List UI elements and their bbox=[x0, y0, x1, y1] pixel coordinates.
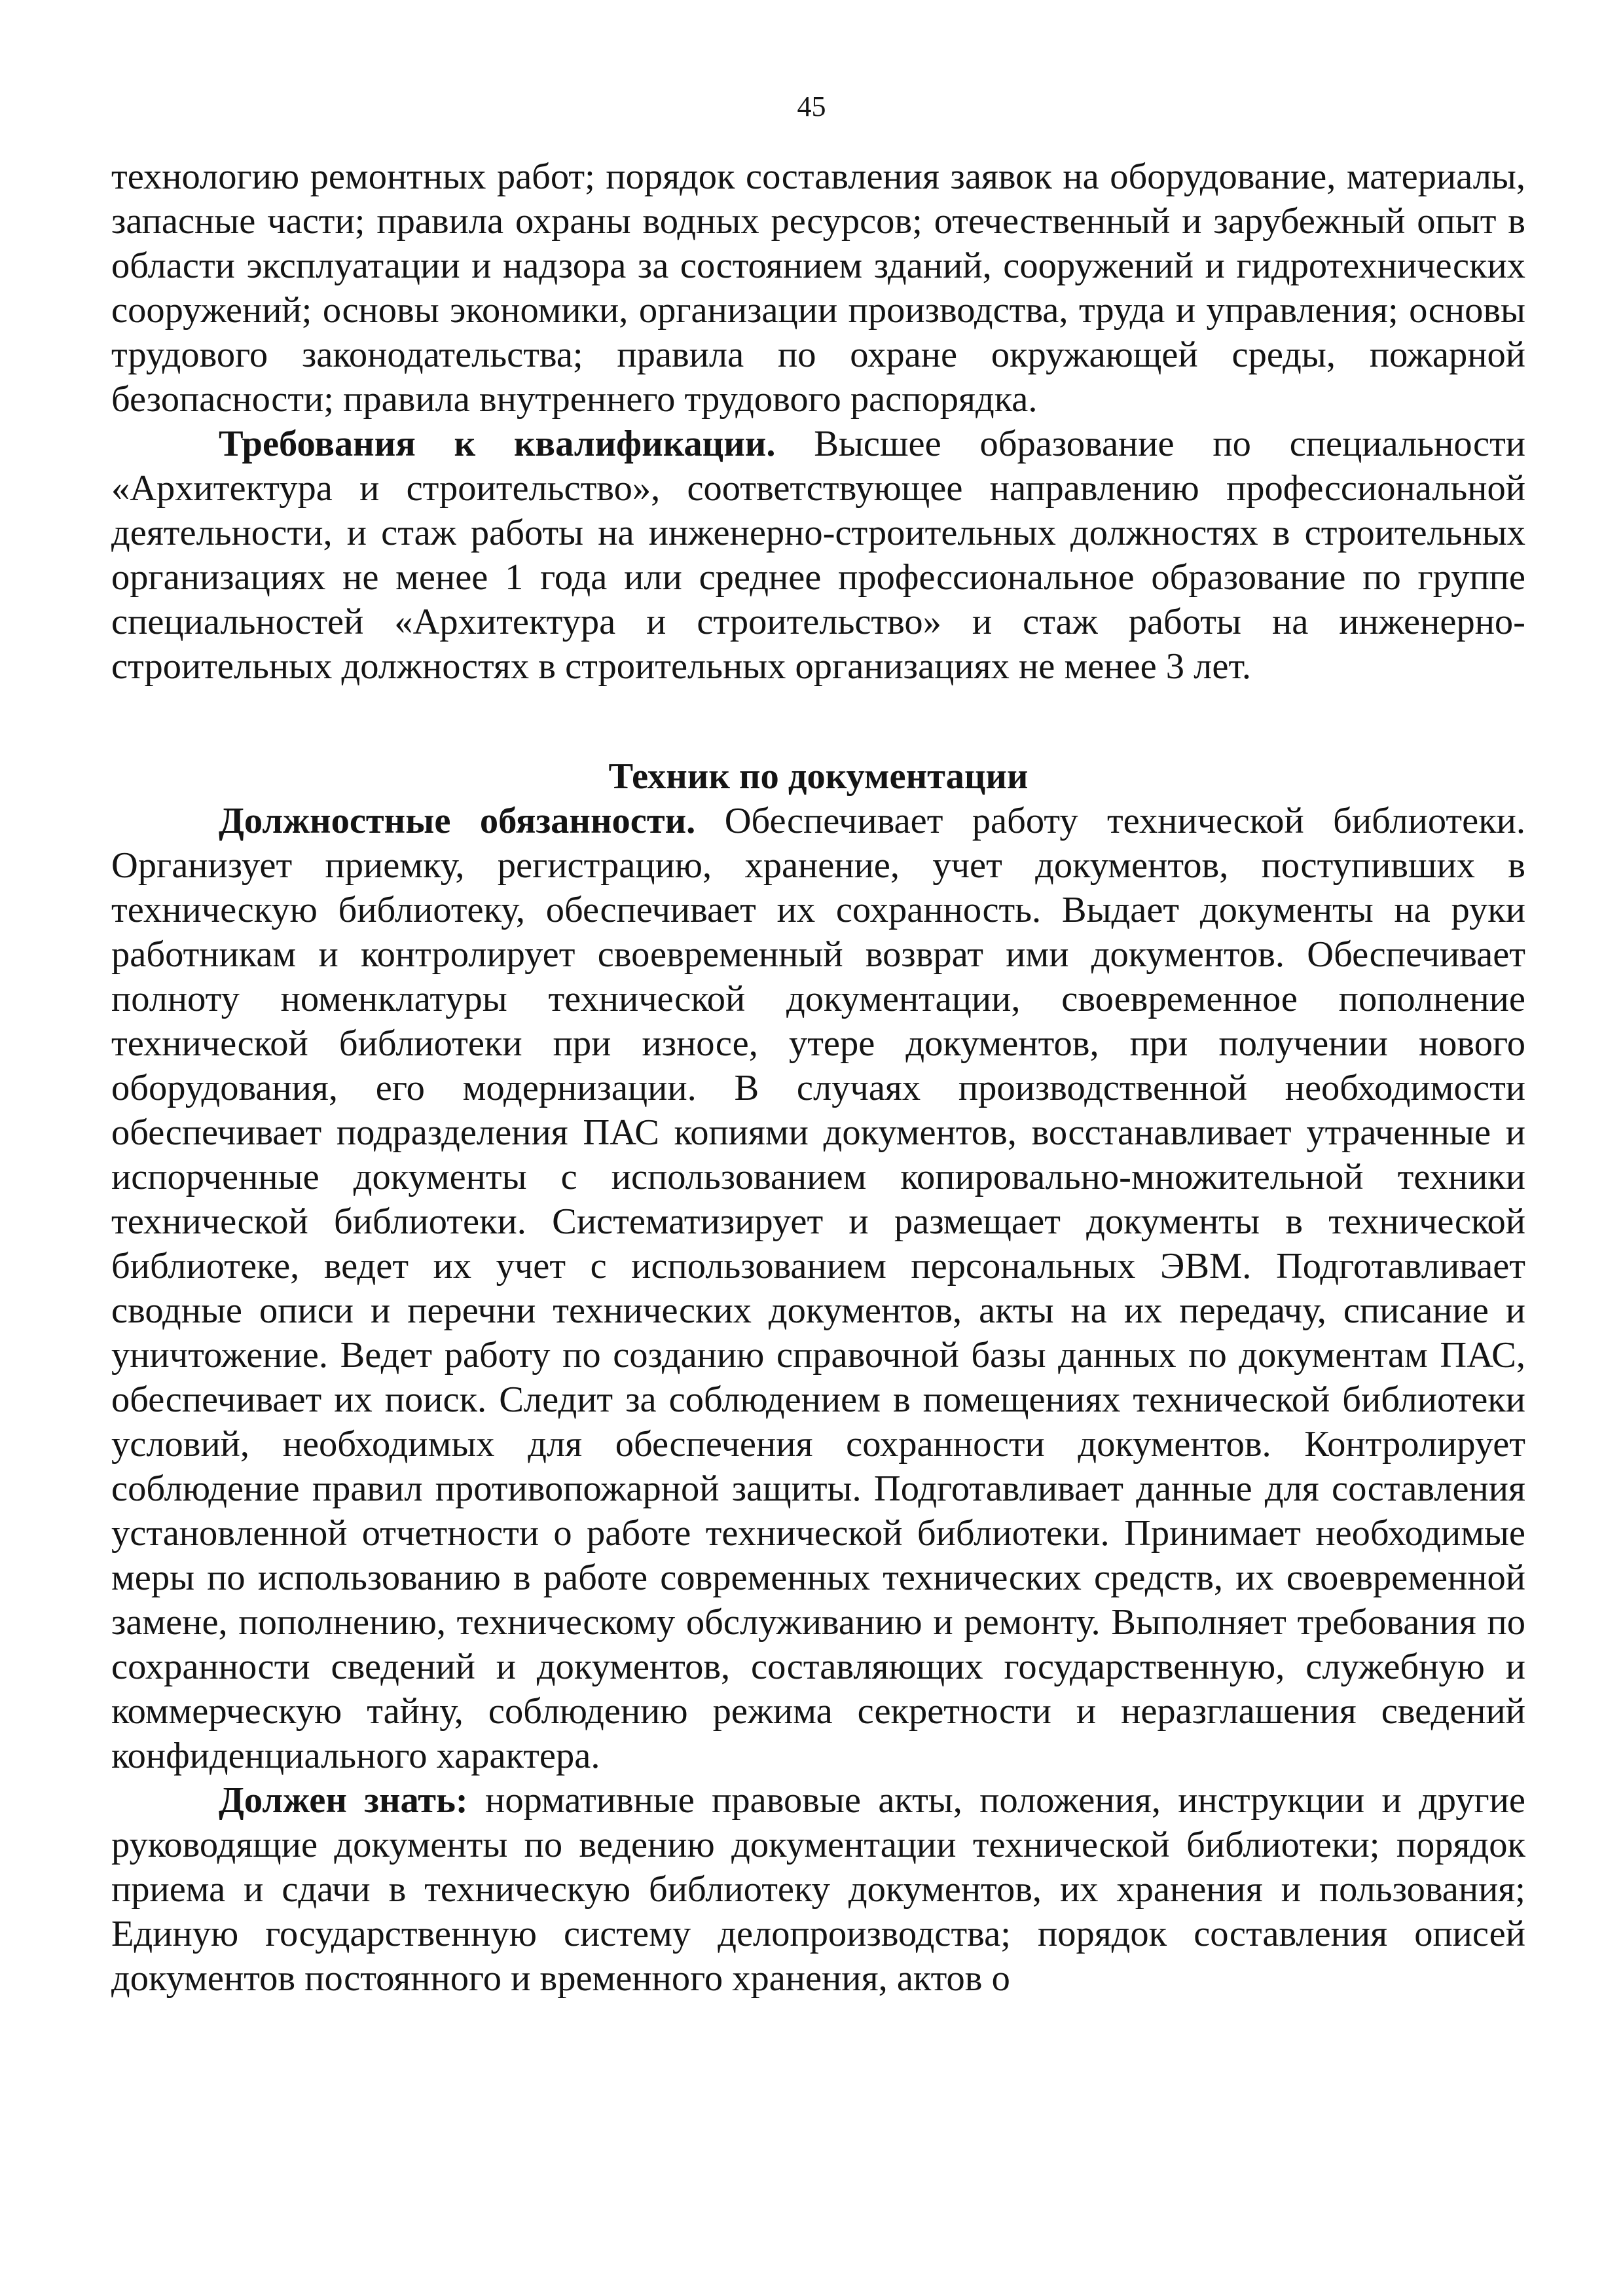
duties-text: Обеспечивает работу технической библиотеки. Организует приемку, регистрацию, хранение, учет документов, поступивших в техническую библиотеку, обеспечивает их сохранность. Выдает документы на руки работникам и контролирует своевременный возврат ими документов. Обеспечивает полноту номенклатуры технической документации, своевременное пополнение технической библиотеки при износе, утере документов, при получении нового оборудования, его модернизации. В случаях производственной необходимости обеспечивает подразделения ПАС копиями документов, восстанавливает утраченные и испорченные документы с использованием копировально-множительной техники технической библиотеки. Систематизирует и размещает документы в технической библиотеке, ведет их учет с использованием персональных ЭВМ. Подготавливает сводные описи и перечни технических документов, акты на их передачу, списание и уничтожение. Ведет работу по созданию справочной базы данных по документам ПАС, обеспечивает их поиск. Следит за соблюдением в помещениях технической библиотеки условий, необходимых для обеспечения сохранности документов. Контролирует соблюдение правил противопожарной защиты. Подготавливает данные для составления установленной отчетности о работе технической библиотеки. Принимает необходимые меры по использованию в работе современных технических средств, их своевременной замене, пополнению, техническому обслуживанию и ремонту. Выполняет требования по сохранности сведений и документов, составляющих государственную, служебную и коммерческую тайну, соблюдению режима секретности и неразглашения сведений конфиденциального характера. bbox=[111, 801, 1526, 1776]
duties-label: Должностные обязанности. bbox=[219, 801, 696, 841]
continuation-paragraph bbox=[111, 155, 1525, 422]
knowledge-paragraph bbox=[111, 1778, 1525, 2001]
qualification-paragraph bbox=[111, 422, 1525, 689]
knowledge-text: нормативные правовые акты, положения, инструкции и другие руководящие документы по ведению документации технической библиотеки; порядок приема и сдачи в техническую библиотеку документов, их хранения и пользования; Единую государственную систему делопроизводства; порядок составления описей документов постоянного и временного хранения, актов о bbox=[111, 1780, 1526, 1999]
duties-paragraph bbox=[111, 799, 1525, 1778]
qualification-label: Требования к квалификации. bbox=[219, 424, 776, 464]
section-title: Техник по документации bbox=[608, 756, 1029, 797]
qualification-text: Высшее образование по специальности «Архитектура и строительство», соответствующее направлению профессиональной деятельности, и стаж работы на инженерно-строительных должностях в строительных организациях не менее 1 года или среднее профессиональное образование по группе специальностей «Архитектура и строительство» и стаж работы на инженерно-строительных должностях в строительных организациях не менее 3 лет. bbox=[111, 424, 1525, 687]
continuation-text: технологию ремонтных работ; порядок составления заявок на оборудование, материалы, запасные части; правила охраны водных ресурсов; отечественный и зарубежный опыт в области эксплуатации и надзора за состоянием зданий, сооружений и гидротехнических сооружений; основы экономики, организации производства, труда и управления; основы трудового законодательства; правила по охране окружающей среды, пожарной безопасности; правила внутреннего трудового распорядка. bbox=[111, 156, 1525, 420]
page-number: 45 bbox=[797, 90, 826, 122]
page-body bbox=[111, 155, 1525, 2001]
knowledge-label: Должен знать: bbox=[219, 1780, 468, 1821]
